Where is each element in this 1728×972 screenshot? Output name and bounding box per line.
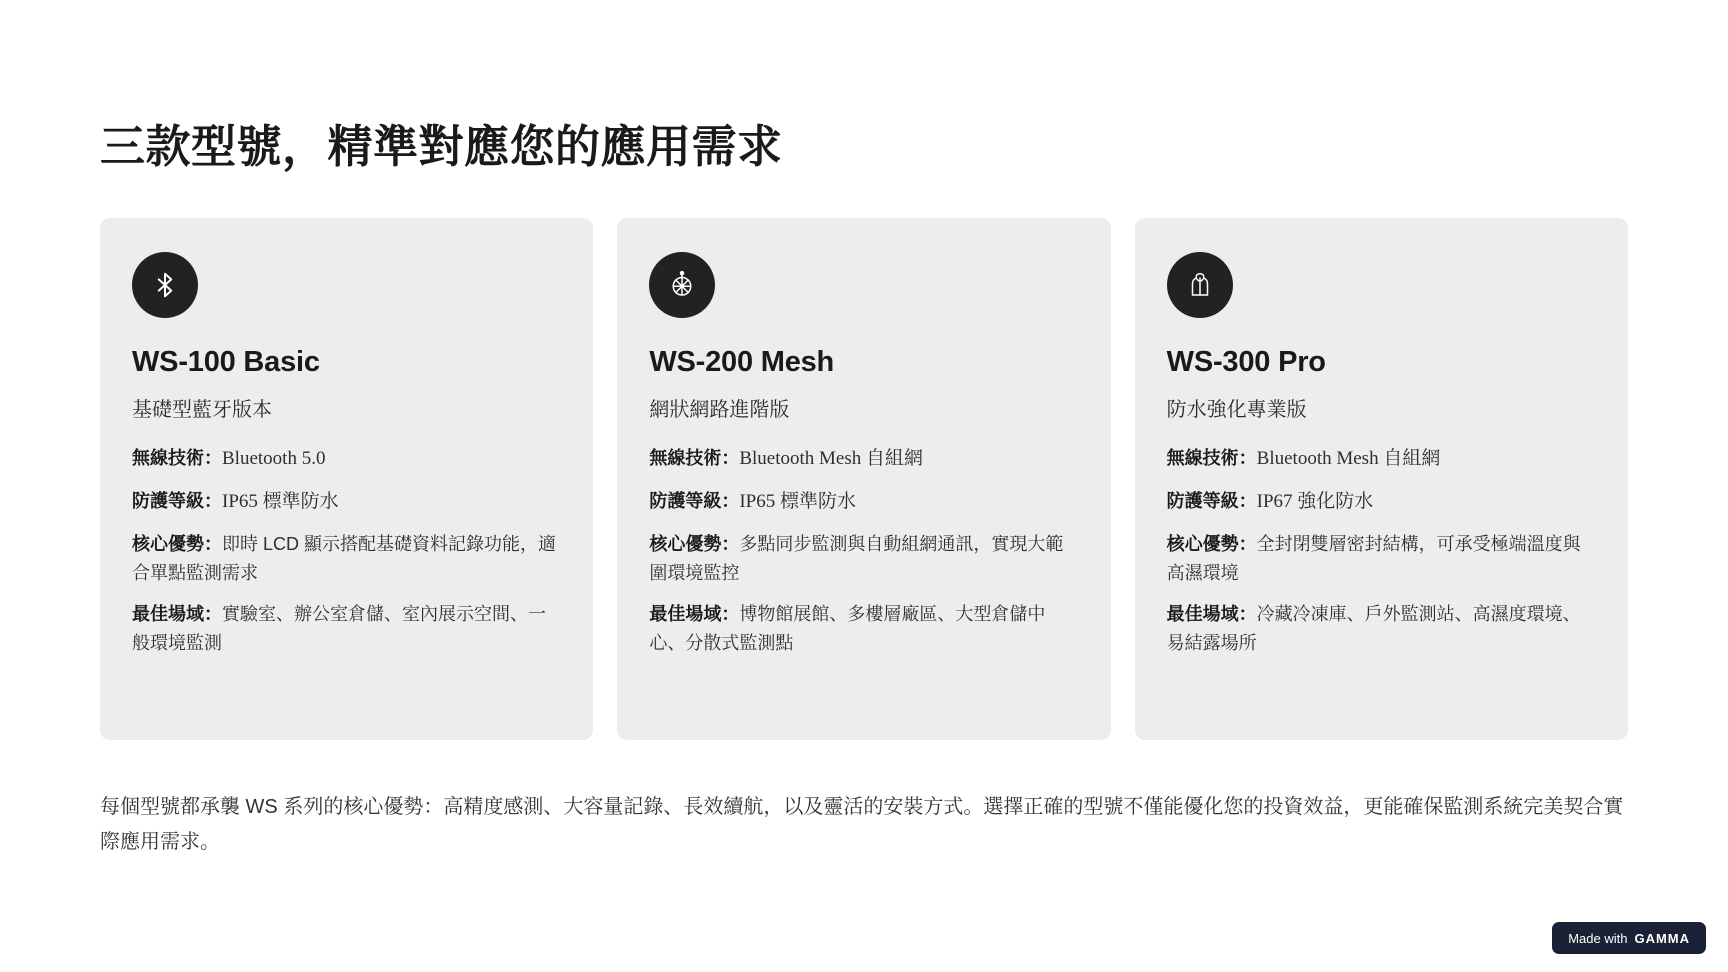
card-subtitle: 基礎型藍牙版本	[132, 399, 272, 421]
spec-scenario	[1167, 600, 1596, 658]
spec-label-wireless: 無線技術：	[1166, 448, 1257, 468]
spec-value-wireless: Bluetooth 5.0	[222, 448, 326, 469]
spec-protection	[649, 487, 1078, 518]
card-title: WS-100 Basic	[132, 346, 320, 378]
spec-label-advantage: 核心優勢：	[649, 533, 740, 554]
spec-wireless	[132, 444, 561, 475]
spec-value-protection: IP67 強化防水	[1256, 490, 1374, 512]
spec-value-protection: IP65 標準防水	[739, 490, 856, 512]
model-card-ws300[interactable]	[1135, 218, 1628, 740]
bluetooth-icon	[132, 252, 198, 318]
spec-protection	[132, 487, 561, 518]
spec-advantage	[132, 530, 561, 588]
made-with-gamma-badge[interactable]	[1552, 922, 1706, 954]
badge-prefix: Made with	[1568, 930, 1628, 946]
spec-label-advantage: 核心優勢：	[132, 533, 222, 554]
footer-note: 每個型號都承襲 WS 系列的核心優勢：高精度感測、大容量記錄、長效續航，以及靈活的安裝方式。選擇正確的型號不僅能優化您的投資效益，更能確保監測系統完美契合實際應用需求。	[100, 796, 1624, 853]
badge-brand: GAMMA	[1634, 930, 1690, 946]
card-title: WS-200 Mesh	[649, 346, 835, 378]
spec-scenario	[649, 600, 1078, 658]
spec-label-wireless: 無線技術：	[132, 448, 222, 468]
spec-value-advantage: 即時 LCD 顯示搭配基礎資料記錄功能，適合單點監測需求	[132, 533, 557, 583]
mesh-network-icon	[649, 252, 715, 318]
spec-scenario	[132, 600, 561, 658]
spec-value-wireless: Bluetooth Mesh 自組網	[739, 448, 923, 469]
spec-label-protection: 防護等級：	[132, 490, 222, 511]
spec-value-scenario: 博物館展館、多樓層廠區、大型倉儲中心、分散式監測點	[649, 603, 1046, 653]
raincoat-icon	[1167, 252, 1233, 318]
spec-value-advantage: 多點同步監測與自動組網通訊，實現大範圍環境監控	[649, 533, 1064, 583]
spec-value-scenario: 實驗室、辦公室倉儲、室內展示空間、一般環境監測	[132, 603, 546, 653]
page-title: 三款型號，精準對應您的應用需求	[100, 122, 783, 172]
card-subtitle: 防水強化專業版	[1166, 399, 1307, 421]
spec-label-protection: 防護等級：	[649, 490, 740, 511]
model-card-ws100[interactable]	[100, 218, 593, 740]
spec-value-protection: IP65 標準防水	[222, 490, 339, 512]
spec-label-protection: 防護等級：	[1166, 490, 1257, 511]
model-card-list	[100, 218, 1628, 740]
spec-value-advantage: 全封閉雙層密封結構，可承受極端溫度與高濕環境	[1166, 533, 1581, 583]
spec-label-scenario: 最佳場域：	[1166, 603, 1257, 624]
spec-label-advantage: 核心優勢：	[1166, 533, 1257, 554]
spec-wireless	[1167, 444, 1596, 475]
card-subtitle: 網狀網路進階版	[649, 399, 790, 421]
spec-label-wireless: 無線技術：	[649, 448, 740, 468]
model-card-ws200[interactable]	[617, 218, 1110, 740]
spec-value-scenario: 冷藏冷凍庫、戶外監測站、高濕度環境、易結露場所	[1166, 603, 1581, 653]
spec-label-scenario: 最佳場域：	[649, 603, 740, 624]
spec-label-scenario: 最佳場域：	[132, 603, 222, 624]
spec-protection	[1167, 487, 1596, 518]
card-title: WS-300 Pro	[1166, 346, 1326, 378]
spec-value-wireless: Bluetooth Mesh 自組網	[1256, 448, 1441, 469]
spec-advantage	[649, 530, 1078, 588]
spec-advantage	[1167, 530, 1596, 588]
spec-wireless	[649, 444, 1078, 475]
